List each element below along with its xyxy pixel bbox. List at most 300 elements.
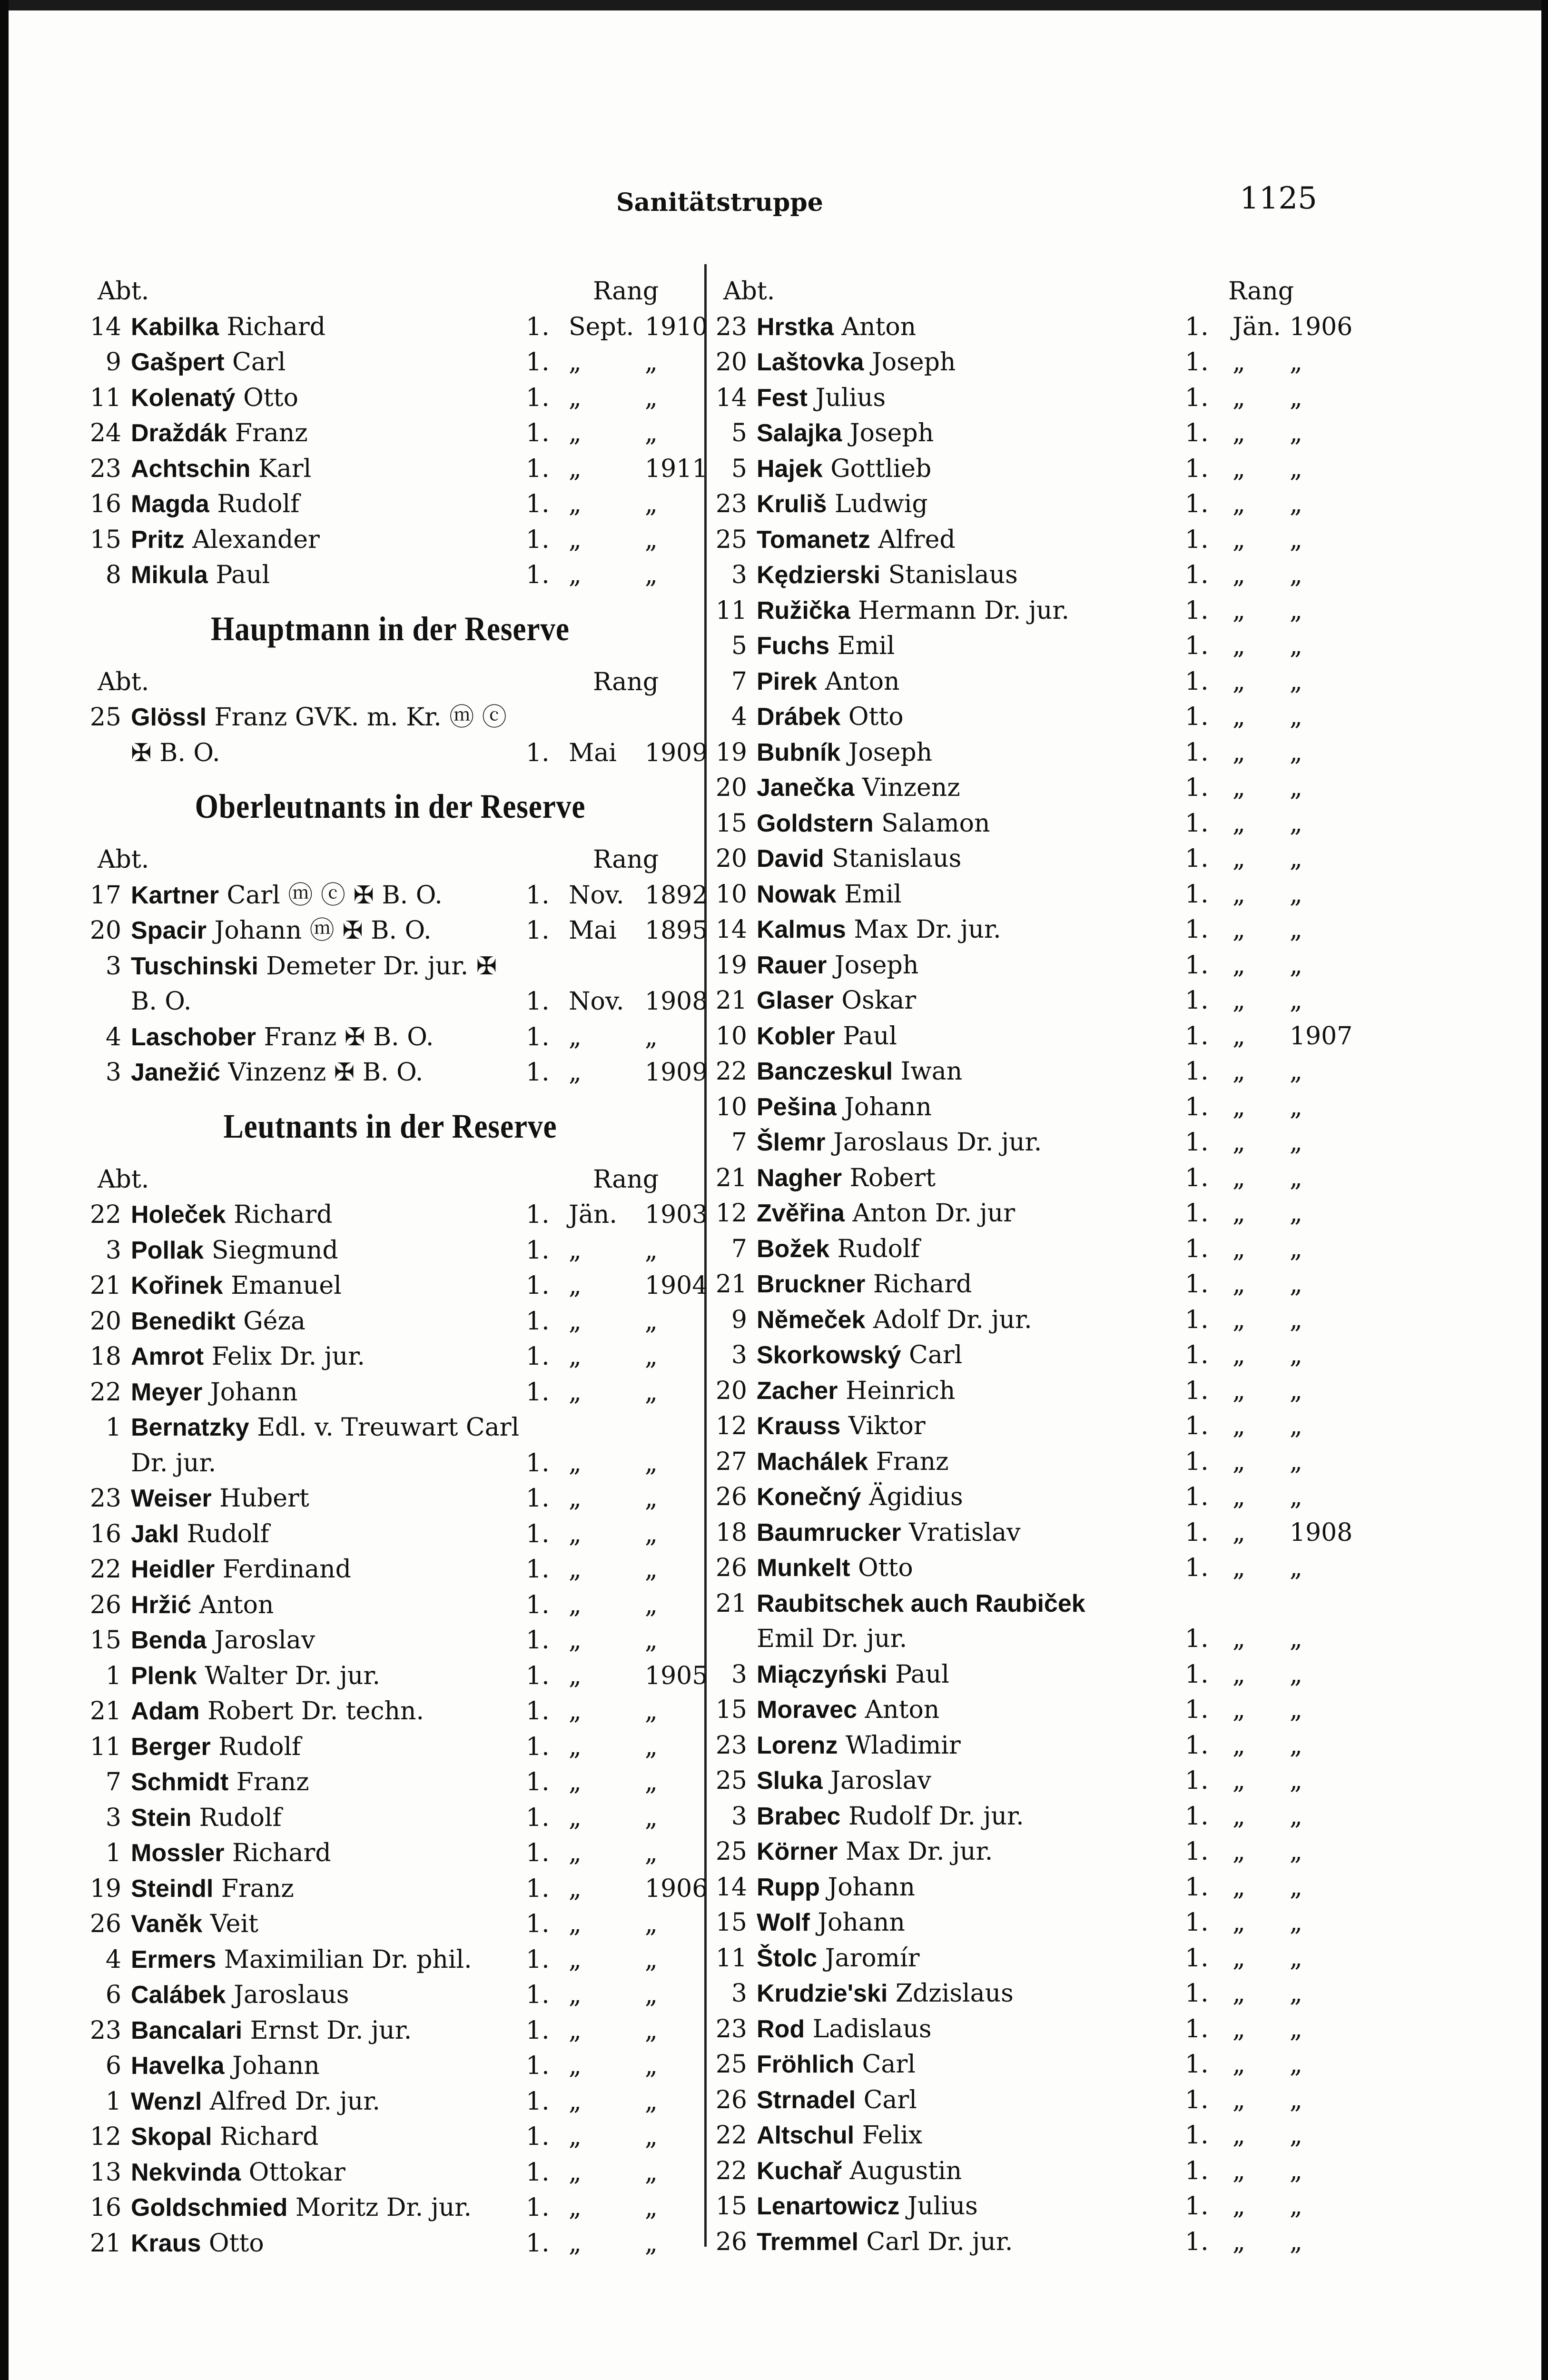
rank-month: Jän. [1232, 312, 1281, 341]
rank-month: „ [1232, 667, 1245, 696]
rank-month: Sept. [569, 312, 634, 341]
entry-surname: Skorkowský [757, 1341, 901, 1369]
entry-given-name: Jaroslaus [226, 1981, 349, 2009]
rank-month: „ [1232, 880, 1245, 909]
entry-abteilung: 25 [715, 1766, 747, 1795]
roster-entry [709, 628, 1323, 664]
entry-abteilung: 12 [89, 2122, 121, 2151]
roster-entry [709, 1870, 1323, 1905]
rank-year: „ [645, 1307, 658, 1336]
rank-year: „ [645, 1803, 658, 1832]
entry-given-name: Felix [854, 2121, 923, 2150]
rank-month: „ [569, 454, 582, 483]
roster-entry [83, 2084, 697, 2120]
entry-abteilung: 15 [715, 2192, 747, 2221]
entry-surname: Amrot [131, 1343, 204, 1370]
rank-year: „ [645, 1555, 658, 1584]
entry-abteilung: 4 [105, 1022, 121, 1051]
rank-month: „ [1232, 703, 1245, 731]
entry-given-name: Rudolf Dr. jur. [840, 1802, 1024, 1831]
entry-name [757, 451, 931, 487]
entry-surname: Miączyński [757, 1660, 887, 1688]
entry-given-name: Jaroslav [822, 1766, 931, 1795]
rank-year: „ [645, 1839, 658, 1867]
roster-entry [83, 1375, 697, 1410]
entry-name [131, 451, 311, 487]
entry-given-name: Hermann Dr. jur. [850, 596, 1070, 625]
rank-year: „ [1290, 986, 1302, 1015]
entry-abteilung: 20 [89, 1307, 121, 1336]
entry-name [757, 1373, 955, 1409]
entry-name [757, 1692, 939, 1728]
rank-year: „ [1290, 915, 1302, 944]
rank-year: „ [1290, 2192, 1302, 2221]
roster-entry [709, 1196, 1323, 1231]
entry-abteilung: 5 [731, 632, 747, 660]
roster-entry [83, 1942, 697, 1978]
rank-year: „ [1290, 703, 1302, 731]
rank-day: 1. [526, 987, 550, 1016]
rank-month: „ [569, 1768, 582, 1796]
rank-month: „ [1232, 1270, 1245, 1299]
rank-month: „ [1232, 1447, 1245, 1476]
entry-abteilung: 19 [715, 738, 747, 767]
rank-year: „ [645, 1236, 658, 1265]
roster-entry [709, 2012, 1323, 2047]
rank-year: „ [1290, 1944, 1302, 1973]
entry-given-name: Alexander [184, 525, 320, 554]
entry-given-name: Ägidius [861, 1483, 963, 1511]
entry-surname: Pešina [757, 1093, 837, 1121]
entry-given-name: Alfred [870, 525, 956, 554]
entry-given-name: Franz [868, 1447, 949, 1476]
entry-surname: Tomanetz [757, 526, 870, 554]
roster-entry [83, 1339, 697, 1375]
abt-header: Abt. [723, 277, 775, 306]
rank-year: „ [1290, 2050, 1302, 2079]
rank-day: 1. [1185, 986, 1209, 1015]
rank-year: „ [645, 561, 658, 589]
entry-abteilung: 5 [731, 454, 747, 483]
entry-name [757, 2047, 916, 2082]
rank-year: „ [1290, 2156, 1302, 2185]
entry-name [131, 2048, 320, 2084]
roster-entry [83, 1906, 697, 1942]
roster-entry [709, 1799, 1323, 1835]
rank-year: „ [1290, 1128, 1302, 1157]
rank-day: 1. [1185, 561, 1209, 589]
entry-name [757, 1586, 1085, 1622]
roster-entry [83, 345, 697, 380]
rank-year: „ [645, 2193, 658, 2222]
rank-month: „ [1232, 2121, 1245, 2150]
entry-given-name: Emil [829, 632, 895, 660]
roster-entry [709, 451, 1323, 487]
rank-month: „ [569, 2122, 582, 2151]
rank-year: „ [1290, 2227, 1302, 2256]
entry-name [757, 1870, 915, 1905]
roster-entry [83, 1481, 697, 1517]
roster-entry [83, 1197, 708, 1233]
entry-name [131, 1835, 331, 1871]
roster-entry [709, 1302, 1323, 1338]
rank-month: „ [1232, 1908, 1245, 1937]
entry-surname: Nekvinda [131, 2158, 241, 2186]
roster-entry [83, 380, 697, 416]
entry-name [757, 1090, 932, 1125]
rank-month: „ [569, 2193, 582, 2222]
rank-day: 1. [1185, 596, 1209, 625]
entry-name [757, 1160, 936, 1196]
entry-given-name: Ladislaus [805, 2014, 932, 2043]
roster-entry [709, 1373, 1323, 1409]
entry-name [757, 1834, 993, 1870]
rank-year: „ [645, 2158, 658, 2187]
rank-day: 1. [526, 1697, 550, 1726]
entry-abteilung: 18 [715, 1518, 747, 1547]
rank-day: 1. [1185, 1766, 1209, 1795]
roster-entry [709, 1160, 1323, 1196]
entry-name [757, 664, 899, 700]
rank-month: „ [569, 1910, 582, 1938]
entry-given-name: Otto [840, 703, 904, 731]
entry-given-name: Anton [833, 312, 917, 341]
entry-name [757, 699, 904, 735]
entry-surname: Meyer [131, 1378, 203, 1406]
rank-month: „ [1232, 561, 1245, 589]
rank-year: „ [1290, 1270, 1302, 1299]
roster-entry [709, 983, 1323, 1019]
rank-year: „ [1290, 880, 1302, 909]
column-header [83, 842, 697, 878]
rank-day: 1. [526, 1803, 550, 1832]
entry-surname: Adam [131, 1697, 200, 1725]
entry-surname: Spacir [131, 917, 207, 944]
rank-day: 1. [1185, 1518, 1209, 1547]
entry-surname: David [757, 845, 824, 873]
entry-given-name: Oskar [833, 986, 917, 1015]
entry-given-name: Anton [857, 1696, 940, 1724]
entry-surname: Hajek [757, 455, 823, 483]
entry-name [131, 2084, 380, 2120]
rank-day: 1. [1185, 844, 1209, 873]
rank-day: 1. [526, 1626, 550, 1655]
rank-month: Nov. [569, 987, 624, 1016]
entry-abteilung: 3 [105, 1236, 121, 1265]
entry-abteilung: 15 [715, 1696, 747, 1724]
entry-surname: Bancalari [131, 2016, 243, 2044]
entry-surname: Holeček [131, 1201, 226, 1229]
rank-year: „ [645, 2122, 658, 2151]
entry-surname: Štolc [757, 1944, 818, 1972]
rank-day: 1. [1185, 1021, 1209, 1051]
rank-month: „ [1232, 1837, 1245, 1866]
roster-entry [83, 1694, 697, 1729]
roster-entry [83, 913, 708, 949]
entry-abteilung: 20 [715, 1376, 747, 1405]
entry-abteilung: 7 [105, 1768, 121, 1796]
entry-given-name: Joseph [840, 738, 933, 767]
rank-month: „ [1232, 1766, 1245, 1795]
rank-year: „ [645, 525, 658, 554]
entry-given-name: Anton Dr. jur [844, 1199, 1016, 1228]
roster-entry [83, 309, 708, 345]
rank-year: 1908 [1290, 1518, 1353, 1547]
entry-abteilung: 26 [715, 1483, 747, 1511]
rank-day: 1. [1185, 1908, 1209, 1937]
rank-month: „ [1232, 1163, 1245, 1192]
entry-name [131, 1197, 333, 1233]
roster-entry [709, 1941, 1323, 1976]
entry-given-name: Iwan [893, 1057, 963, 1086]
rank-year: „ [1290, 1057, 1302, 1086]
roster-entry [83, 2048, 697, 2084]
entry-given-name: Rudolf [210, 1732, 301, 1761]
rank-day: 1. [526, 2052, 550, 2080]
entry-name [757, 2012, 932, 2047]
rank-year: „ [1290, 1660, 1302, 1689]
rank-month: „ [1232, 1625, 1245, 1653]
entry-name [757, 877, 902, 912]
rank-day: 1. [1185, 774, 1209, 802]
entry-name [131, 1658, 380, 1694]
entry-given-name: Felix Dr. jur. [204, 1342, 365, 1371]
entry-abteilung: 14 [715, 383, 747, 412]
entry-surname: Ermers [131, 1945, 217, 1973]
rank-day: 1. [526, 2122, 550, 2151]
entry-surname: Calábek [131, 1981, 226, 2009]
entry-abteilung: 25 [89, 703, 121, 732]
rank-day: 1. [526, 1768, 550, 1796]
entry-name [131, 380, 298, 416]
entry-given-name: Ottokar [241, 2158, 345, 2187]
roster-entry [83, 949, 697, 984]
rank-day: 1. [1185, 2121, 1209, 2150]
entry-name [757, 1799, 1024, 1835]
roster-entry [83, 1020, 697, 1055]
entry-given-name: Emil [836, 880, 902, 909]
rank-year: „ [1290, 632, 1302, 660]
entry-given-name: Rudolf [179, 1519, 269, 1548]
rank-month: „ [1232, 348, 1245, 377]
entry-surname: Altschul [757, 2122, 855, 2149]
entry-given-name: B. O. [131, 987, 192, 1016]
entry-surname: Schmidt [131, 1768, 229, 1796]
roster-entry [83, 2119, 697, 2155]
entry-given-name: Otto [850, 1554, 913, 1582]
rank-day: 1. [1185, 2085, 1209, 2114]
entry-surname: Moravec [757, 1696, 857, 1724]
rank-month: „ [1232, 1128, 1245, 1157]
rank-year: „ [645, 1378, 658, 1407]
entry-name [757, 1515, 1021, 1551]
roster-entry [83, 1268, 708, 1304]
entry-name [757, 1550, 913, 1586]
entry-name [131, 1942, 472, 1978]
section-title: Hauptmann in der Reserve [211, 609, 570, 648]
entry-surname: Mikula [131, 561, 208, 589]
entry-given-name: Carl [901, 1341, 963, 1369]
scan-left-border [0, 0, 9, 2380]
rank-day: 1. [1185, 1199, 1209, 1228]
rank-day: 1. [526, 348, 550, 377]
entry-surname: Salajka [757, 419, 842, 447]
roster-entry [83, 2013, 697, 2049]
entry-given-name: Hubert [211, 1484, 309, 1513]
entry-given-name: Johann [224, 2052, 320, 2080]
entry-abteilung: 26 [715, 2227, 747, 2256]
rank-year: „ [1290, 1802, 1302, 1831]
roster-entry [83, 451, 708, 487]
roster-entry [709, 2047, 1323, 2082]
entry-abteilung: 22 [715, 2156, 747, 2185]
entry-name [131, 984, 191, 1020]
entry-name [757, 1479, 963, 1515]
rank-day: 1. [1185, 1376, 1209, 1405]
rank-year: „ [1290, 1092, 1302, 1121]
rank-year: „ [1290, 383, 1302, 412]
rank-day: 1. [526, 1945, 550, 1974]
rank-year: 1909 [645, 738, 708, 767]
entry-surname: Laschober [131, 1023, 256, 1051]
rank-month: „ [569, 1732, 582, 1761]
roster-entry [709, 1586, 1323, 1622]
entry-name [757, 1267, 972, 1302]
entry-abteilung: 4 [731, 703, 747, 731]
roster-entry [83, 700, 697, 735]
entry-name [757, 1231, 920, 1267]
entry-name [131, 1055, 423, 1091]
entry-abteilung: 1 [105, 1413, 121, 1442]
rank-year: „ [1290, 1766, 1302, 1795]
entry-name [757, 1302, 1032, 1338]
entry-name [131, 700, 507, 735]
rank-day: 1. [526, 2158, 550, 2187]
entry-given-name: Vinzenz [854, 774, 960, 802]
rank-year: „ [645, 1981, 658, 2009]
rank-month: „ [569, 1626, 582, 1655]
rank-month: „ [1232, 2192, 1245, 2221]
entry-given-name: Alfred Dr. jur. [202, 2087, 380, 2116]
rank-year: „ [1290, 1412, 1302, 1440]
roster-entry [709, 2153, 1323, 2189]
entry-surname: Konečný [757, 1483, 861, 1511]
entry-given-name: Edl. v. Treuwart Carl [249, 1413, 520, 1442]
rank-month: „ [1232, 1696, 1245, 1724]
entry-name [131, 1517, 269, 1552]
rank-day: 1. [1185, 1128, 1209, 1157]
rank-day: 1. [526, 1661, 550, 1690]
roster-entry [83, 1871, 708, 1907]
rank-day: 1. [526, 1448, 550, 1478]
rank-day: 1. [526, 1874, 550, 1903]
roster-entry [709, 877, 1323, 912]
entry-surname: Bernatzky [131, 1414, 249, 1441]
entry-abteilung: 3 [105, 1058, 121, 1087]
rank-year: „ [645, 2016, 658, 2045]
rank-month: „ [1232, 1341, 1245, 1369]
entry-abteilung: 11 [715, 1944, 747, 1973]
page-number: 1125 [1240, 181, 1317, 216]
rank-month: „ [569, 1803, 582, 1832]
roster-entry [709, 1621, 1323, 1657]
entry-surname: Kobler [757, 1022, 835, 1050]
roster-entry [83, 1304, 697, 1339]
rank-day: 1. [1185, 703, 1209, 731]
roster-entry [709, 2082, 1323, 2118]
entry-name [131, 913, 432, 949]
entry-abteilung: 5 [731, 419, 747, 447]
entry-abteilung: 21 [715, 1163, 747, 1192]
entry-surname: Pollak [131, 1236, 204, 1264]
roster-entry [709, 1019, 1353, 1054]
roster-entry [709, 557, 1323, 593]
roster-entry [709, 1054, 1323, 1090]
rank-year: „ [1290, 951, 1302, 980]
entry-surname: Benda [131, 1626, 207, 1654]
entry-abteilung: 24 [89, 419, 121, 447]
rank-month: „ [1232, 454, 1245, 483]
roster-entry [83, 1623, 697, 1658]
rank-month: „ [1232, 1092, 1245, 1121]
roster-entry [709, 1976, 1323, 2012]
entry-abteilung: 1 [105, 1661, 121, 1690]
entry-name [757, 522, 956, 558]
rank-day: 1. [526, 2016, 550, 2045]
rank-month: „ [1232, 1376, 1245, 1405]
rank-day: 1. [1185, 1944, 1209, 1973]
rank-month: „ [1232, 1412, 1245, 1440]
entry-surname: Janečka [757, 774, 855, 802]
roster-entry [709, 2189, 1323, 2224]
rank-year: „ [1290, 1908, 1302, 1937]
entry-abteilung: 15 [715, 809, 747, 838]
entry-abteilung: 17 [89, 881, 121, 910]
rank-day: 1. [1185, 2014, 1209, 2043]
rank-day: 1. [1185, 1554, 1209, 1582]
column-header [83, 274, 697, 309]
rank-day: 1. [1185, 1873, 1209, 1902]
roster-entry [709, 664, 1323, 700]
section-title: Leutnants in der Reserve [223, 1107, 557, 1145]
entry-given-name: Rudolf [191, 1803, 282, 1832]
roster-entry [83, 735, 708, 771]
entry-surname: Fuchs [757, 632, 830, 660]
entry-given-name: Johann [836, 1092, 932, 1121]
entry-given-name: Carl ⓜ ⓒ ✠ B. O. [218, 881, 443, 910]
rank-year: 1905 [645, 1661, 708, 1690]
entry-abteilung: 12 [715, 1199, 747, 1228]
entry-name [131, 522, 320, 558]
rank-year: 1908 [645, 987, 708, 1016]
roster-entry [709, 1515, 1353, 1551]
rank-year: „ [1290, 1341, 1302, 1369]
entry-name [131, 1446, 216, 1481]
entry-name [131, 1410, 519, 1446]
rank-day: 1. [526, 916, 550, 945]
entry-surname: Kořinek [131, 1272, 223, 1299]
rank-year: „ [645, 1022, 658, 1051]
roster-entry [83, 1765, 697, 1800]
rank-year: „ [1290, 1234, 1302, 1263]
entry-abteilung: 22 [89, 1200, 121, 1229]
entry-surname: Raubitschek auch Raubiček [757, 1589, 1085, 1617]
entry-surname: Nowak [757, 880, 837, 908]
entry-name [131, 416, 308, 451]
entry-given-name: Jaroslav [206, 1626, 316, 1655]
entry-surname: Nagher [757, 1164, 842, 1192]
rank-month: „ [569, 1378, 582, 1407]
